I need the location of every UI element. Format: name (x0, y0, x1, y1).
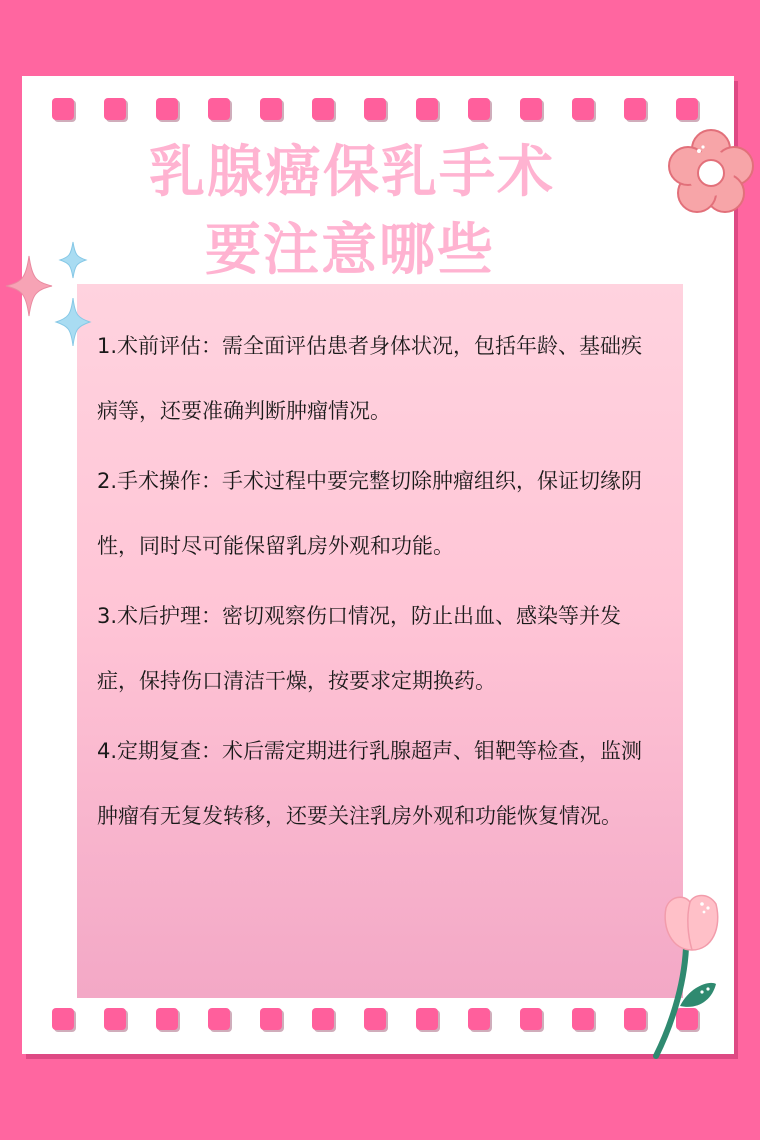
sparkle-blue-icon (54, 296, 92, 348)
film-hole (416, 1008, 438, 1030)
sparkle-pink-icon (4, 254, 54, 318)
flower-icon (664, 126, 758, 220)
film-hole (364, 98, 386, 120)
poster-card (22, 76, 734, 1054)
list-item: 2.手术操作：手术过程中要完整切除肿瘤组织，保证切缘阴性，同时尽可能保留乳房外观和功能。 (97, 469, 643, 558)
film-hole (52, 98, 74, 120)
film-hole (468, 1008, 490, 1030)
list-item: 4.定期复查：术后需定期进行乳腺超声、钼靶等检查，监测肿瘤有无复发转移，还要关注乳房外观和功能恢复情况。 (97, 739, 643, 828)
film-hole (572, 98, 594, 120)
film-hole (312, 98, 334, 120)
film-hole (104, 1008, 126, 1030)
film-hole (104, 98, 126, 120)
film-hole (572, 1008, 594, 1030)
film-hole (260, 98, 282, 120)
list-item: 1.术前评估：需全面评估患者身体状况，包括年龄、基础疾病等，还要准确判断肿瘤情况。 (97, 334, 643, 423)
film-hole (520, 1008, 542, 1030)
list-item: 3.术后护理：密切观察伤口情况，防止出血、感染等并发症，保持伤口清洁干燥，按要求定期换药。 (97, 604, 622, 693)
film-holes-bottom (52, 1008, 704, 1030)
film-holes-top (52, 98, 704, 120)
sparkle-blue-icon (58, 240, 88, 280)
film-hole (364, 1008, 386, 1030)
film-hole (208, 1008, 230, 1030)
film-hole (260, 1008, 282, 1030)
page-title-line2: 要注意哪些 (205, 218, 495, 283)
film-hole (156, 1008, 178, 1030)
tulip-icon (640, 888, 730, 1060)
film-hole (312, 1008, 334, 1030)
film-hole (52, 1008, 74, 1030)
film-hole (156, 98, 178, 120)
film-hole (208, 98, 230, 120)
film-hole (468, 98, 490, 120)
film-hole (676, 98, 698, 120)
film-hole (624, 98, 646, 120)
content-panel (77, 284, 683, 998)
page-title-line1: 乳腺癌保乳手术 (149, 140, 555, 205)
film-hole (520, 98, 542, 120)
film-hole (416, 98, 438, 120)
